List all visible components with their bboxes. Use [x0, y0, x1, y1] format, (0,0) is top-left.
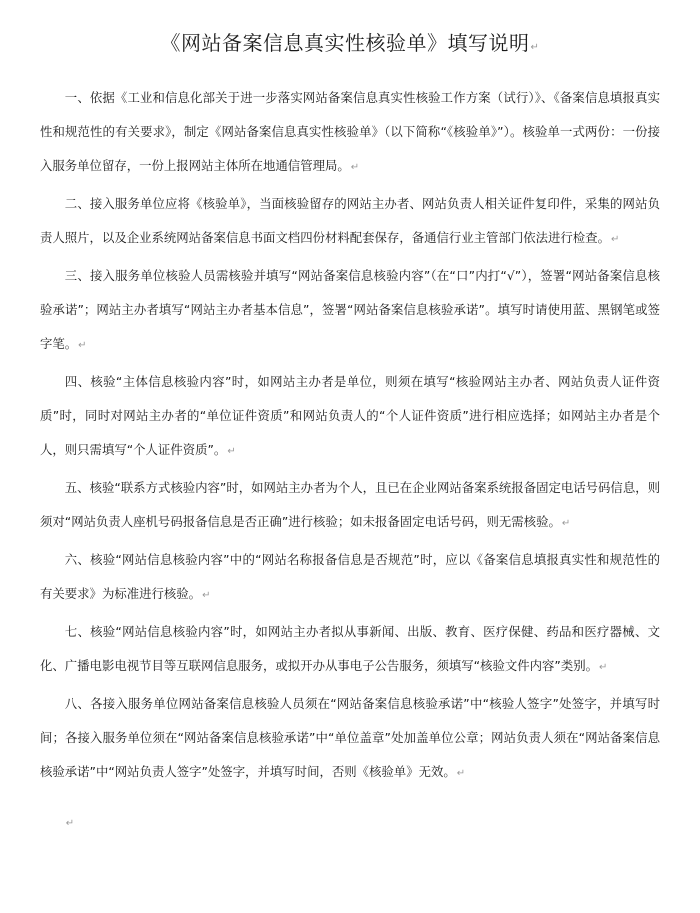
paragraph-7: [40, 615, 660, 685]
paragraph-6-text: 六、核验“网站信息核验内容”中的“网站名称报备信息是否规范”时，应以《备案信息填报真实性和规范性的有关要求》为标准进行核验。: [40, 552, 660, 601]
paragraph-5: [40, 471, 660, 541]
paragraph-2-text: 二、接入服务单位应将《核验单》，当面核验留存的网站主办者、网站负责人相关证件复印件，采集的网站负责人照片，以及企业系统网站备案信息书面文档四份材料配套保存，备通信行业主管部门依法进行检查。: [40, 196, 660, 245]
empty-paragraph: [40, 805, 660, 829]
paragraph-3-text: 三、接入服务单位核验人员需核验并填写“网站备案信息核验内容”（在“口”内打“√”），签署“网站备案信息核验承诺”；网站主办者填写“网站主办者基本信息”，签署“网站备案信息核验承诺”。填写时请使用蓝、黑钢笔或签字笔。: [40, 268, 660, 351]
paragraph-mark-icon: ↵: [530, 42, 540, 53]
paragraph-mark-icon: ↵: [599, 662, 608, 673]
paragraph-mark-icon: ↵: [65, 818, 75, 829]
paragraph-mark-icon: ↵: [456, 768, 466, 779]
paragraph-2: [40, 187, 660, 257]
paragraph-3: [40, 259, 660, 363]
paragraph-mark-icon: ↵: [350, 162, 360, 173]
title-text: 《网站备案信息真实性核验单》填写说明: [160, 31, 530, 55]
paragraph-mark-icon: ↵: [202, 590, 211, 601]
paragraph-4-text: 四、核验“主体信息核验内容”时，如网站主办者是单位，则须在填写“核验网站主办者、网站负责人证件资质”时，同时对网站主办者的“单位证件资质”和网站负责人的“个人证件资质”进行相应选择；如网站主办者是个人，则只需填写“个人证件资质”。: [40, 374, 660, 457]
paragraph-5-text: 五、核验“联系方式核验内容”时，如网站主办者为个人，且已在企业网站备案系统报备固定电话号码信息，则须对“网站负责人座机号码报备信息是否正确”进行核验；如未报备固定电话号码，则无需核验。: [40, 480, 660, 529]
paragraph-8-text: 八、各接入服务单位网站备案信息核验人员须在“网站备案信息核验承诺”中“核验人签字”处签字，并填写时间；各接入服务单位须在“网站备案信息核验承诺”中“单位盖章”处加盖单位公章；网站负责人须在“网站备案信息核验承诺”中“网站负责人签字”处签字，并填写时间，否则《核验单》无效。: [40, 696, 660, 779]
paragraph-mark-icon: ↵: [561, 518, 571, 529]
paragraph-1-text: 一、依据《工业和信息化部关于进一步落实网站备案信息真实性核验工作方案（试行）》、《备案信息填报真实性和规范性的有关要求》，制定《网站备案信息真实性核验单》（以下简称“《核验单》”）。核验单一式两份：一份接入服务单位留存，一份上报网站主体所在地通信管理局。: [40, 90, 660, 173]
paragraph-6: [40, 543, 660, 613]
paragraph-7-text: 七、核验“网站信息核验内容”时，如网站主办者拟从事新闻、出版、教育、医疗保健、药品和医疗器械、文化、广播电影电视节目等互联网信息服务，或拟开办从事电子公告服务，须填写“核验文件内容”类别。: [40, 624, 660, 673]
document-title: [40, 0, 660, 63]
paragraph-1: [40, 81, 660, 185]
paragraph-8: [40, 687, 660, 791]
paragraph-4: [40, 365, 660, 469]
paragraph-mark-icon: ↵: [610, 234, 620, 245]
paragraph-mark-icon: ↵: [78, 340, 87, 351]
paragraph-mark-icon: ↵: [227, 446, 236, 457]
